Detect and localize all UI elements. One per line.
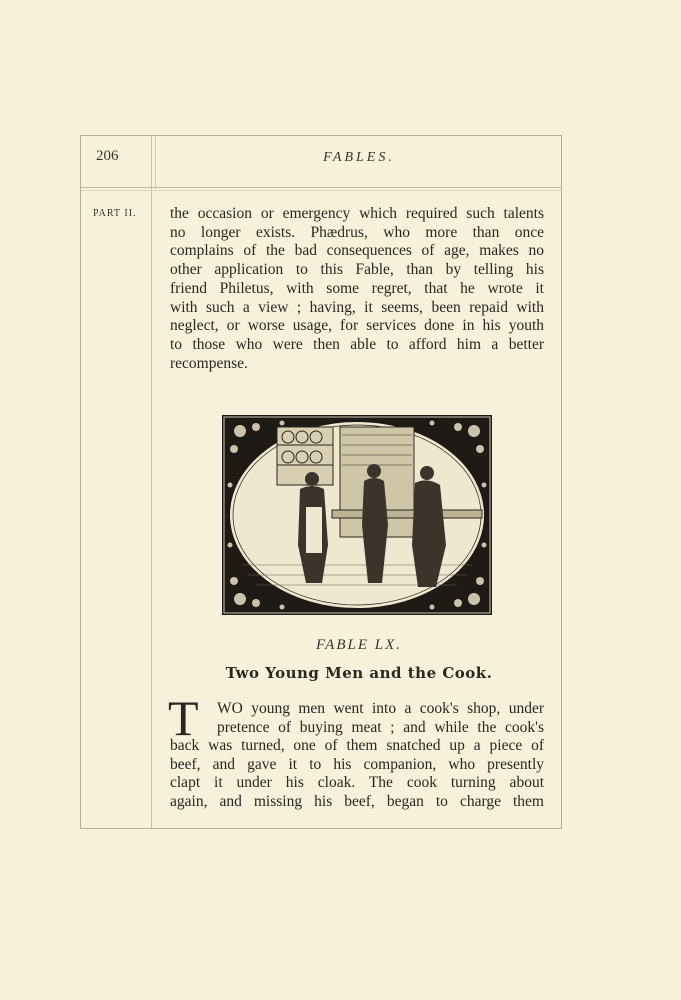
text-line: no longer exists. Phædrus, who more than once	[170, 223, 544, 241]
fable-body	[170, 737, 544, 812]
text-line: clapt it under his cloak. The cook turning about	[170, 774, 544, 792]
fable-number: FABLE LX.	[315, 637, 403, 653]
text-line: WO young men went into a cook's shop, under	[217, 700, 544, 717]
woodcut-illustration	[222, 415, 492, 615]
text-line: the occasion or emergency which required such talents	[170, 205, 544, 222]
running-head: FABLES.	[323, 150, 395, 165]
text-line: back was turned, one of them snatched up a piece of	[170, 737, 544, 754]
drop-cap: T	[168, 690, 199, 746]
text-line: pretence of buying meat ; and while the cook's	[217, 718, 544, 736]
text-line: again, and missing his beef, began to charge them	[170, 793, 544, 811]
header-rule-inner	[81, 190, 561, 191]
text-line: to those who were then able to afford him a better	[170, 335, 544, 353]
fable-title: Two Young Men and the Cook.	[225, 664, 493, 682]
part-label: PART II.	[93, 208, 137, 219]
text-line: complains of the bad consequences of age, makes no	[170, 242, 544, 260]
text-line: other application to this Fable, than by telling his	[170, 261, 544, 279]
paragraph-continuation	[170, 205, 544, 373]
page-number: 206	[96, 148, 119, 164]
text-line: friend Philetus, with some regret, that he wrote it	[170, 279, 544, 297]
text-line: with such a view ; having, it seems, been repaid with	[170, 298, 544, 316]
margin-divider	[151, 136, 152, 828]
header-rule	[81, 187, 561, 188]
text-line: recompense.	[170, 354, 248, 372]
text-line: neglect, or worse usage, for services done in his youth	[170, 317, 544, 335]
text-line: beef, and gave it to his companion, who presently	[170, 755, 544, 773]
fable-opening	[217, 700, 544, 737]
